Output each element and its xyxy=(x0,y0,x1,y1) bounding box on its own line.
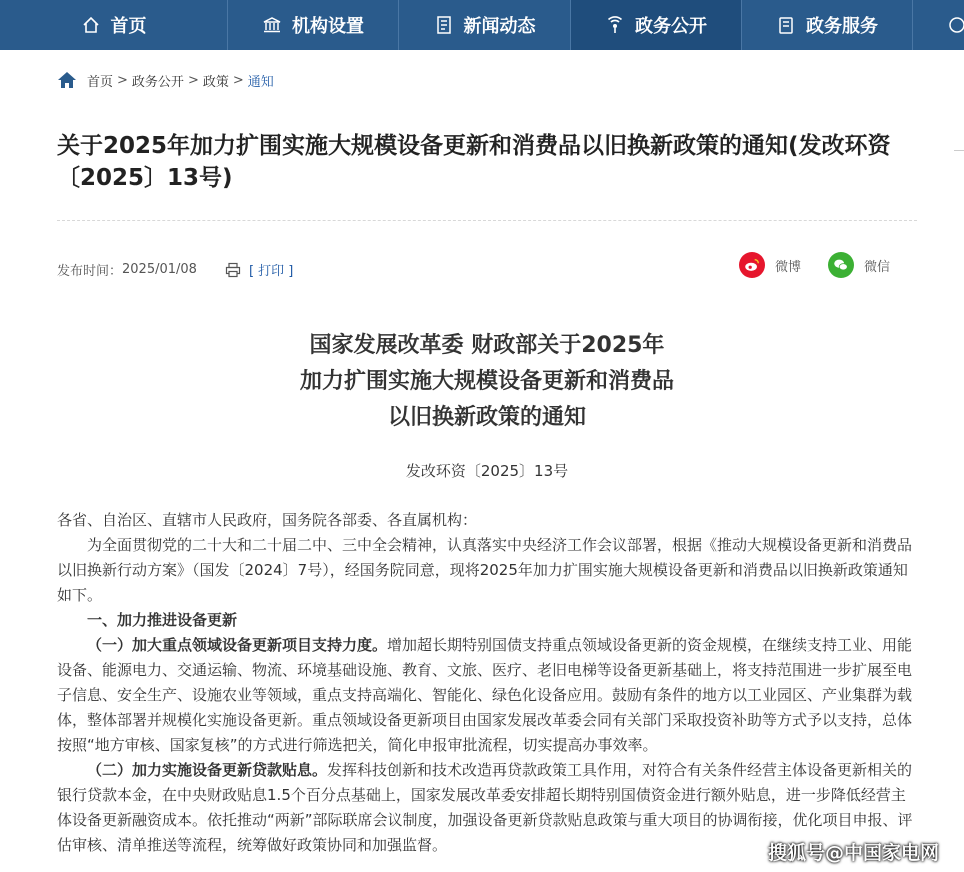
title-divider xyxy=(57,220,917,221)
watermark: 搜狐号@中国家电网 xyxy=(768,842,940,864)
publish-label: 发布时间： xyxy=(57,264,123,279)
nav-item-label: 机构设置 xyxy=(292,16,364,37)
publish-date: 2025/01/08 xyxy=(122,262,197,277)
breadcrumb-link-government-affairs[interactable]: 政务公开 xyxy=(131,74,184,90)
intro-paragraph: 为全面贯彻党的二十大和二十届二中、三中全会精神，认真落实中央经济工作会议部署，根据《推动大规模设备更新和消费品以旧换新行动方案》（国发〔2024〕7号），经国务院同意，现将2025年加力扩围实施大规模设备更新和消费品以旧换新政策通知如下。 xyxy=(57,536,913,604)
more-icon xyxy=(947,15,964,35)
weibo-label: 微博 xyxy=(775,259,802,275)
article-body xyxy=(57,508,919,858)
nav-item-label: 政务公开 xyxy=(635,16,707,37)
page-title: 关于2025年加力扩围实施大规模设备更新和消费品以旧换新政策的通知(发改环资〔2025〕13号) xyxy=(57,133,891,191)
nav-item-institutions[interactable] xyxy=(228,0,399,50)
home-icon xyxy=(81,15,101,35)
breadcrumb-separator: > xyxy=(187,72,199,88)
wechat-icon xyxy=(828,252,854,278)
document-heading-line: 以旧换新政策的通知 xyxy=(387,405,586,430)
nav-item-label: 首页 xyxy=(110,16,147,37)
nav-item-news[interactable] xyxy=(399,0,571,50)
wechat-label: 微信 xyxy=(864,259,891,275)
paragraph-item-1 xyxy=(57,633,919,758)
share-wechat-button[interactable] xyxy=(828,252,890,278)
nav-item-more[interactable] xyxy=(913,0,964,50)
breadcrumb-link-policy[interactable]: 政策 xyxy=(202,74,229,90)
print-label: [ 打印 ] xyxy=(248,264,294,279)
breadcrumb-current[interactable]: 通知 xyxy=(247,74,274,90)
section-heading: 一、加力推进设备更新 xyxy=(87,611,238,629)
news-icon xyxy=(434,15,454,35)
document-heading-line: 国家发展改革委 财政部关于2025年 xyxy=(309,333,665,358)
home-icon[interactable] xyxy=(57,71,77,89)
item-text: 发挥科技创新和技术改造再贷款政策工具作用，对符合有关条件经营主体设备更新相关的银行贷款本金，在中央财政贴息1.5个百分点基础上，国家发展改革委安排超长期特别国债资金进行额外贴息，进一步降低经营主体设备更新融资成本。依托推动“两新”部际联席会议制度，加强设备更新贷款贴息政策与重大项目的协调衔接，优化项目申报、评估审核、清单推送等流程，统筹做好政策协同和加强监督。 xyxy=(57,761,913,854)
weibo-icon xyxy=(739,252,765,278)
nav-item-government-affairs[interactable] xyxy=(571,0,742,50)
nav-item-label: 政务服务 xyxy=(806,16,878,37)
nav-item-services[interactable] xyxy=(742,0,913,50)
addressee: 各省、自治区、直辖市人民政府，国务院各部委、各直属机构： xyxy=(57,511,478,529)
item-lead: （一）加大重点领域设备更新项目支持力度。 xyxy=(87,636,388,654)
document-heading xyxy=(200,328,774,436)
document-number: 发改环资〔2025〕13号 xyxy=(405,462,569,480)
document-heading-line: 加力扩围实施大规模设备更新和消费品 xyxy=(299,369,674,394)
breadcrumb-separator: > xyxy=(232,72,244,88)
share-weibo-button[interactable] xyxy=(739,252,801,278)
broadcast-icon xyxy=(605,15,625,35)
printer-icon xyxy=(225,262,241,278)
institution-icon xyxy=(262,15,282,35)
scroll-indicator xyxy=(954,150,964,156)
nav-item-label: 新闻动态 xyxy=(463,16,536,37)
print-button[interactable] xyxy=(225,260,293,279)
breadcrumb-link-home[interactable]: 首页 xyxy=(87,74,114,90)
service-icon xyxy=(776,15,796,35)
item-lead: （二）加力实施设备更新贷款贴息。 xyxy=(87,761,328,779)
nav-item-home[interactable] xyxy=(0,0,228,50)
article-meta xyxy=(57,260,293,279)
top-nav xyxy=(0,0,964,50)
breadcrumb-separator: > xyxy=(117,72,128,88)
item-text: 增加超长期特别国债支持重点领域设备更新的资金规模，在继续支持工业、用能设备、能源电力、交通运输、物流、环境基础设施、教育、文旅、医疗、老旧电梯等设备更新基础上，将支持范围进一步扩展至电子信息、安全生产、设施农业等领域，重点支持高端化、智能化、绿色化设备应用。鼓励有条件的地方以工业园区、产业集群为载体，整体部署并规模化实施设备更新。重点领域设备更新项目由国家发展改革委会同有关部门采取投资补助等方式予以支持，总体按照“地方审核、国家复核”的方式进行筛选把关，简化申报审批流程，切实提高办事效率。 xyxy=(57,636,913,754)
breadcrumb xyxy=(57,70,274,90)
